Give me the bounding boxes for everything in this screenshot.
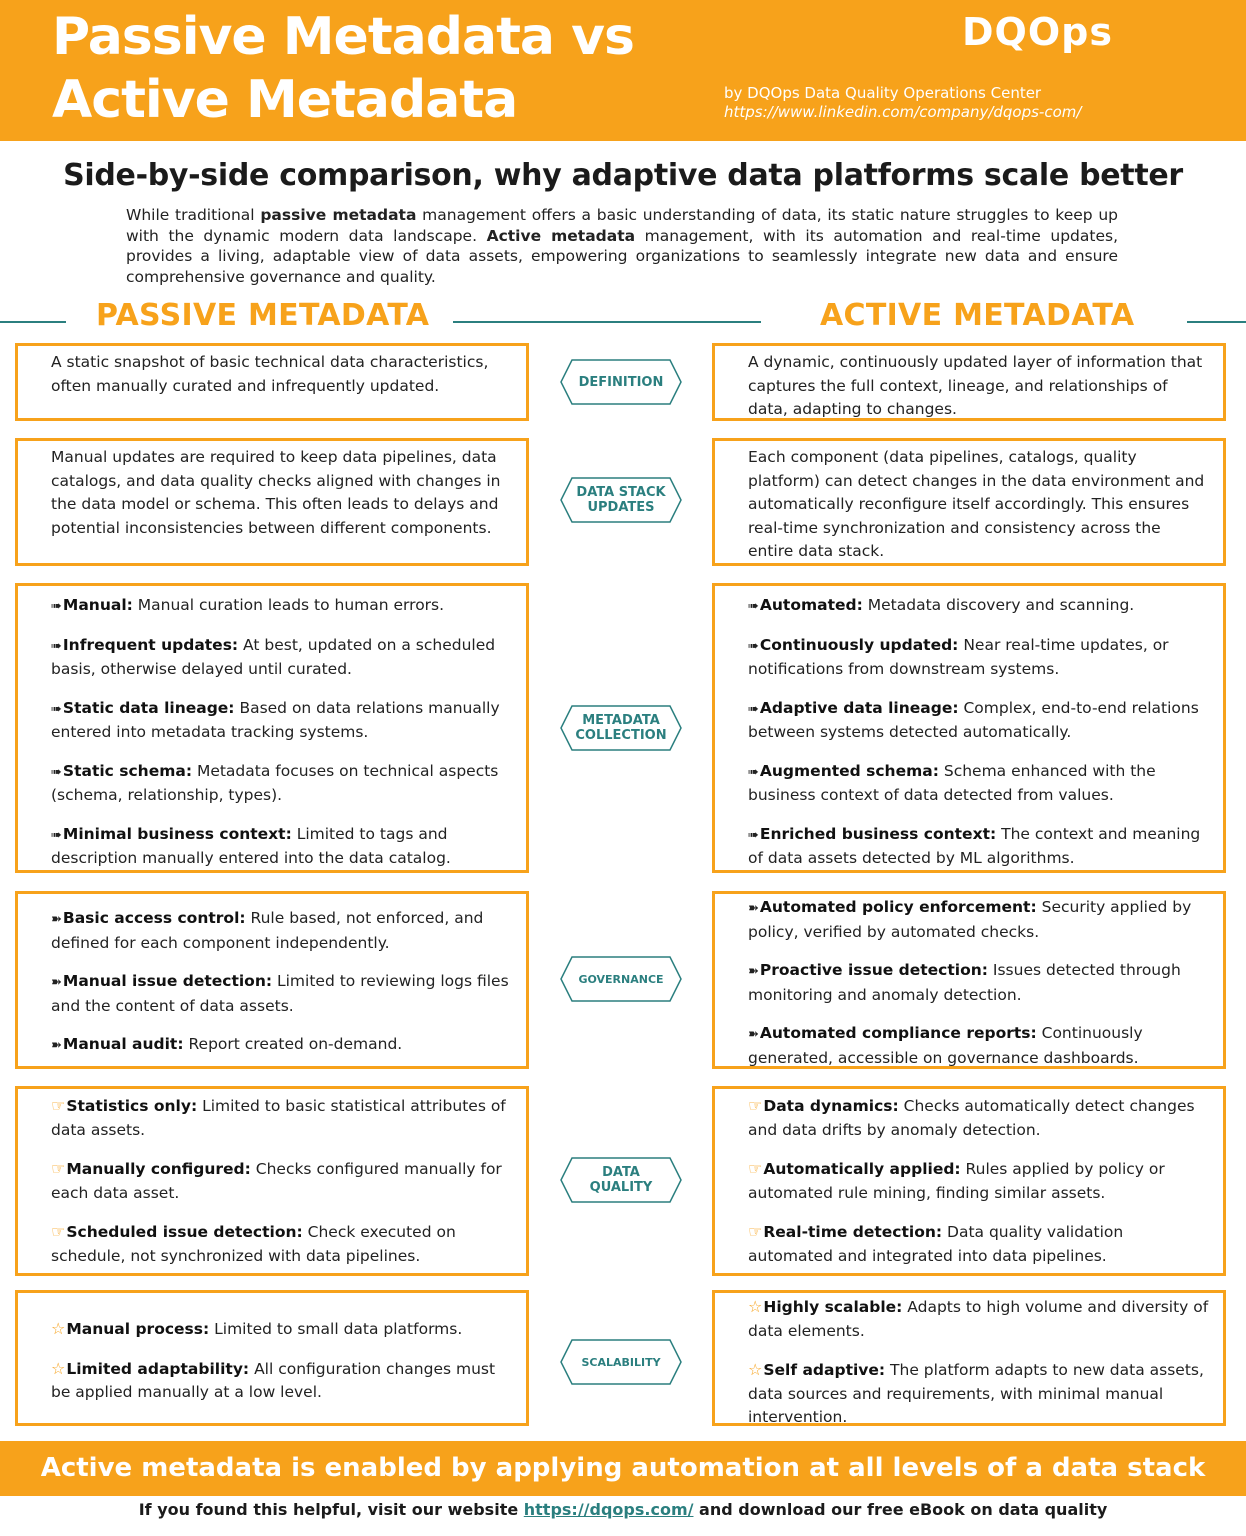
item-title: Proactive issue detection: [759, 961, 988, 979]
title-line-2: Active Metadata [52, 70, 518, 130]
item-title: Automated policy enforcement: [759, 898, 1037, 916]
category-text: METADATA [582, 713, 660, 728]
category-text: DEFINITION [578, 374, 664, 390]
category-data-quality [560, 1157, 682, 1203]
item-title: Statistics only: [66, 1097, 198, 1115]
star-icon: ☆ [748, 1297, 763, 1316]
category-text: DATA STACK [576, 485, 666, 500]
item-text: Checks configured manually for each data asset. [51, 1160, 502, 1202]
category-text: GOVERNANCE [578, 972, 664, 986]
item-text: Limited to small data platforms. [209, 1320, 463, 1338]
intro-text: management, with its automation and real-time updates, provides a living, adaptable view of data assets, empowering organizations to seamlessly integrate new data and ensure comprehensive governance and quality. [126, 226, 1119, 286]
category-scalability [560, 1339, 682, 1385]
footer [0, 1500, 1246, 1519]
item-title: Real-time detection: [763, 1223, 943, 1241]
item-text: Based on data relations manually entered into metadata tracking systems. [51, 698, 500, 741]
item-title: Highly scalable: [763, 1298, 903, 1316]
category-metadata-collection [560, 705, 682, 751]
item-title: Enriched business context: [759, 824, 997, 843]
active-collection-box [712, 583, 1226, 873]
item-title: Scheduled issue detection: [66, 1223, 303, 1241]
item-text: At best, updated on a scheduled basis, otherwise delayed until curated. [51, 635, 496, 678]
item-text: Check executed on schedule, not synchronized with data pipelines. [51, 1223, 456, 1265]
item-title: Minimal business context: [62, 824, 292, 843]
star-icon: ☆ [51, 1358, 66, 1378]
passive-scalability-box [15, 1290, 529, 1426]
category-text: COLLECTION [575, 728, 667, 743]
arrow-icon: ➠ [748, 638, 759, 654]
item-title: Manual: [62, 596, 133, 614]
category-text: UPDATES [587, 500, 655, 515]
item-text: Rule based, not enforced, and defined for each component independently. [51, 909, 484, 952]
list-item [748, 1094, 1209, 1142]
list-item [51, 1157, 512, 1205]
passive-column-header: PASSIVE METADATA [96, 298, 430, 333]
passive-quality-box [15, 1086, 529, 1276]
pointing-hand-icon: ☞ [748, 1159, 763, 1178]
item-title: Adaptive data lineage: [759, 698, 959, 717]
category-data-stack-updates [560, 477, 682, 523]
passive-collection-box [15, 583, 529, 873]
item-text: Report created on-demand. [183, 1035, 403, 1053]
category-label [560, 359, 682, 405]
byline [724, 84, 1081, 122]
pointing-hand-icon: ☞ [748, 1096, 763, 1115]
category-label [560, 1157, 682, 1203]
category-definition [560, 359, 682, 405]
double-arrow-icon: ➽ [748, 964, 759, 979]
dqops-logo: DQOps [962, 10, 1113, 54]
passive-stack-text: Manual updates are required to keep data pipelines, data catalogs, and data quality checks aligned with changes in the data model or schema. This often leads to delays and potential inconsistencies between different components. [51, 448, 501, 537]
list-item [51, 1357, 512, 1405]
subtitle: Side-by-side comparison, why adaptive data platforms scale better [63, 158, 1183, 193]
list-item [51, 634, 512, 682]
item-title: Static schema: [62, 761, 193, 780]
page-title [52, 6, 634, 132]
list-item [51, 697, 512, 745]
intro-text: While traditional [126, 206, 261, 224]
list-item [748, 1358, 1209, 1430]
list-item [51, 594, 512, 619]
item-title: Automated: [759, 596, 863, 614]
divider-line [0, 321, 66, 323]
list-item [748, 823, 1209, 871]
arrow-icon: ➠ [748, 701, 759, 717]
list-item [748, 1220, 1209, 1268]
arrow-icon: ➠ [748, 764, 759, 780]
item-text: Issues detected through monitoring and anomaly detection. [748, 961, 1181, 1004]
item-title: Manual issue detection: [62, 972, 273, 990]
website-link[interactable]: https://dqops.com/ [523, 1500, 694, 1519]
item-text: Complex, end-to-end relations between systems detected automatically. [748, 698, 1199, 741]
list-item [748, 1022, 1209, 1070]
item-text: Schema enhanced with the business context of data detected from values. [748, 761, 1156, 804]
item-title: Limited adaptability: [66, 1359, 250, 1378]
active-definition-text: A dynamic, continuously updated layer of information that captures the full context, lineage, and relationships of data, adapting to changes. [748, 353, 1203, 418]
item-title: Manual process: [66, 1320, 210, 1338]
arrow-icon: ➠ [748, 827, 759, 843]
category-text: QUALITY [589, 1180, 653, 1195]
list-item [51, 1033, 512, 1058]
intro-bold: passive metadata [260, 206, 417, 224]
double-arrow-icon: ➽ [51, 975, 62, 990]
byline-text: by DQOps Data Quality Operations Center [724, 84, 1042, 102]
pointing-hand-icon: ☞ [51, 1096, 66, 1115]
list-item [748, 760, 1209, 808]
list-item [51, 907, 512, 955]
item-title: Augmented schema: [759, 761, 939, 780]
item-text: Security applied by policy, verified by automated checks. [748, 898, 1192, 941]
category-text: SCALABILITY [581, 1355, 661, 1369]
list-item [51, 1220, 512, 1268]
item-title: Continuously updated: [759, 635, 959, 654]
item-text: Near real-time updates, or notifications from downstream systems. [748, 635, 1169, 678]
active-definition-box [712, 343, 1226, 421]
list-item [748, 1157, 1209, 1205]
passive-definition-text: A static snapshot of basic technical data characteristics, often manually curated and infrequently updated. [51, 353, 489, 395]
category-governance [560, 956, 682, 1002]
item-text: Continuously generated, accessible on governance dashboards. [748, 1024, 1143, 1067]
star-icon: ☆ [748, 1360, 763, 1379]
list-item [51, 1094, 512, 1142]
item-text: The context and meaning of data assets detected by ML algorithms. [748, 824, 1201, 867]
arrow-icon: ➠ [51, 764, 62, 780]
item-text: Rules applied by policy or automated rule mining, finding similar assets. [748, 1160, 1165, 1202]
active-column-header: ACTIVE METADATA [820, 298, 1135, 333]
footer-text: and download our free eBook on data quality [693, 1500, 1108, 1519]
divider-line [453, 321, 761, 323]
intro-bold: Active metadata [486, 226, 636, 245]
bottom-banner: Active metadata is enabled by applying automation at all levels of a data stack [0, 1441, 1246, 1496]
item-title: Static data lineage: [62, 698, 235, 717]
footer-text: If you found this helpful, visit our website [138, 1500, 524, 1519]
category-text: DATA [602, 1165, 640, 1180]
double-arrow-icon: ➽ [748, 1027, 759, 1042]
category-label [560, 1339, 682, 1385]
active-stack-text: Each component (data pipelines, catalogs, quality platform) can detect changes in the data environment and automatically reconfigure itself accordingly. This ensures real-time synchronization and consistency across the entire data stack. [748, 448, 1205, 560]
item-text: Checks automatically detect changes and data drifts by anomaly detection. [748, 1097, 1195, 1139]
list-item [51, 970, 512, 1018]
pointing-hand-icon: ☞ [51, 1222, 66, 1241]
linkedin-link[interactable]: https://www.linkedin.com/company/dqops-com/ [724, 103, 1082, 121]
arrow-icon: ➠ [51, 638, 62, 654]
list-item [748, 634, 1209, 682]
item-title: Automatically applied: [763, 1160, 961, 1178]
item-title: Data dynamics: [763, 1097, 899, 1115]
category-label [560, 477, 682, 523]
divider-line [1187, 321, 1246, 323]
active-governance-box [712, 891, 1226, 1069]
item-text: Limited to tags and description manually entered into the data catalog. [51, 824, 451, 867]
item-text: Data quality validation automated and integrated into data pipelines. [748, 1223, 1124, 1265]
item-text: Limited to basic statistical attributes of data assets. [51, 1097, 506, 1139]
double-arrow-icon: ➽ [51, 912, 62, 927]
arrow-icon: ➠ [51, 701, 62, 717]
item-text: Adapts to high volume and diversity of data elements. [748, 1298, 1209, 1340]
item-text: Manual curation leads to human errors. [132, 596, 445, 614]
list-item [51, 760, 512, 808]
active-stack-box [712, 438, 1226, 566]
list-item [748, 697, 1209, 745]
intro-paragraph [126, 205, 1118, 287]
title-line-1: Passive Metadata vs [52, 7, 634, 67]
category-label [560, 956, 682, 1002]
active-scalability-box [712, 1290, 1226, 1426]
arrow-icon: ➠ [51, 827, 62, 843]
double-arrow-icon: ➽ [748, 901, 759, 916]
item-text: Metadata focuses on technical aspects (schema, relationship, types). [51, 761, 499, 804]
intro-text: management offers a basic understanding of data, its static nature struggles to keep up with the dynamic modern data landscape. [126, 206, 1118, 245]
item-title: Manual audit: [62, 1035, 184, 1053]
list-item [51, 1317, 512, 1342]
list-item [51, 823, 512, 871]
item-title: Self adaptive: [763, 1361, 886, 1379]
list-item [748, 1295, 1209, 1343]
item-title: Basic access control: [62, 909, 246, 927]
pointing-hand-icon: ☞ [51, 1159, 66, 1178]
passive-stack-box [15, 438, 529, 566]
pointing-hand-icon: ☞ [748, 1222, 763, 1241]
passive-governance-box [15, 891, 529, 1069]
active-quality-box [712, 1086, 1226, 1276]
item-text: Metadata discovery and scanning. [862, 596, 1135, 614]
category-label [560, 705, 682, 751]
arrow-icon: ➠ [51, 599, 62, 614]
list-item [748, 594, 1209, 619]
list-item [748, 896, 1209, 944]
item-text: Limited to reviewing logs files and the content of data assets. [51, 972, 509, 1015]
item-title: Manually configured: [66, 1160, 251, 1178]
double-arrow-icon: ➽ [51, 1038, 62, 1053]
star-icon: ☆ [51, 1319, 66, 1338]
item-text: The platform adapts to new data assets, data sources and requirements, with minimal manual intervention. [748, 1361, 1204, 1426]
item-title: Infrequent updates: [62, 635, 239, 654]
list-item [748, 959, 1209, 1007]
item-title: Automated compliance reports: [759, 1024, 1037, 1042]
item-text: All configuration changes must be applied manually at a low level. [51, 1359, 496, 1401]
passive-definition-box [15, 343, 529, 421]
arrow-icon: ➠ [748, 599, 759, 614]
